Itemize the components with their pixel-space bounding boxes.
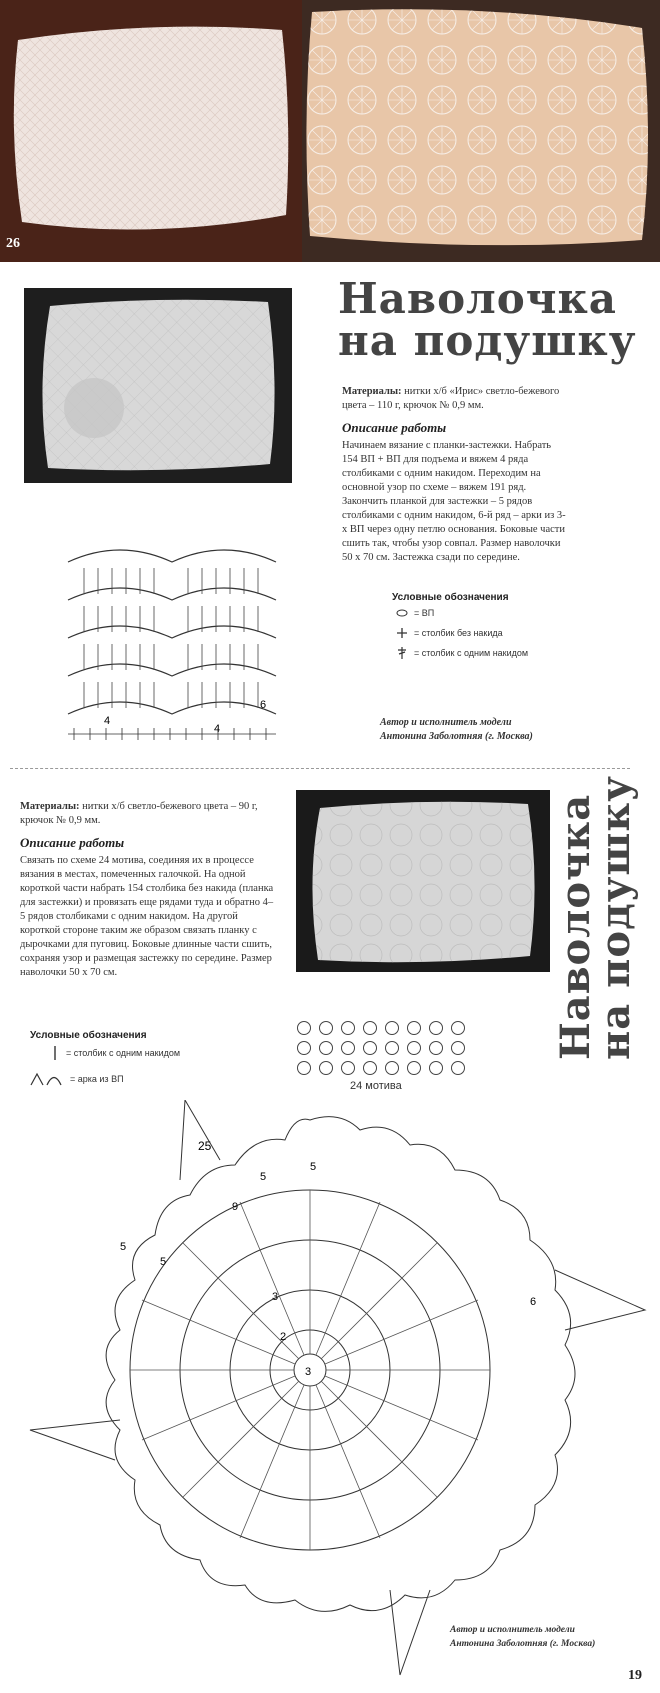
article1-legend-row: [396, 643, 592, 663]
article1-materials-text: нитки х/б «Ирис» светло-бежевого цвета – 110 г, крючок № 0,9 мм.: [342, 386, 560, 411]
article2-author-line2: Антонина Заболотняя (г. Москва): [450, 1639, 596, 1649]
article1-title-line1: Наволочка: [338, 274, 618, 323]
article1-chart-label-6: 6: [260, 699, 267, 711]
page-number-bottom: 19: [628, 1668, 642, 1683]
chain-arch-icon: [30, 1072, 64, 1086]
page-number-top: 26: [6, 236, 20, 251]
article1-photo: [24, 288, 292, 483]
article2-legend-row: [30, 1069, 250, 1089]
double-crochet-icon: [50, 1045, 60, 1061]
section-divider: [10, 768, 630, 769]
pillow-photo-right: [302, 0, 660, 262]
article2-legend: [30, 1030, 250, 1089]
article2-title-line1: Наволочка: [552, 793, 599, 1060]
article2-legend-title: Условные обозначения: [30, 1030, 147, 1041]
article2-photo: [296, 790, 550, 972]
article1-author-line1: Автор и исполнитель модели: [380, 717, 512, 728]
article2-author-line1: Автор и исполнитель модели: [450, 1625, 575, 1635]
article2-work-heading: Описание работы: [20, 835, 125, 850]
article1-title: [338, 274, 637, 365]
article1-chart-label-4b: 4: [214, 723, 221, 735]
article1-chart-label-4a: 4: [104, 715, 111, 727]
article2-materials-label: Материалы:: [20, 801, 80, 812]
article2-work-text: Связать по схеме 24 мотива, соединяя их в процессе вязания в местах, помеченных галочкой. На одной короткой части набрать 154 столбика без накида (планка для застежки) и провязать еще рядами туда и обратно 4–5 рядов столбиками с одним накидом. На другой короткой стороне таким же образом связать планку с дырочками для пуговиц. Боковые длинные части сшить, сохраняя узор и размещая застежку по середине. Размер наволочки 50 х 70 см.: [20, 855, 274, 978]
motif-number-5b: 5: [310, 1161, 317, 1173]
article1-legend: [392, 592, 592, 663]
article1-crochet-chart: [64, 538, 280, 744]
article1-legend-title: Условные обозначения: [392, 592, 509, 603]
motif-number-5a: 5: [260, 1171, 267, 1183]
article2-author: [450, 1623, 595, 1651]
article1-legend-item: = ВП: [414, 608, 435, 618]
motif-number-3b: 3: [305, 1366, 312, 1378]
pillow-image-right: [302, 0, 660, 262]
article2-legend-item: = столбик с одним накидом: [66, 1048, 181, 1058]
article1-title-line2: на подушку: [338, 316, 637, 365]
pillow-image-left: [0, 0, 302, 262]
single-crochet-icon: [396, 627, 408, 639]
motif-number-9: 9: [232, 1201, 239, 1213]
motif-number-6: 6: [530, 1296, 537, 1308]
article1-legend-item: = столбик с одним накидом: [414, 648, 529, 658]
motif-number-5d: 5: [160, 1256, 167, 1268]
article2-legend-item: = арка из ВП: [70, 1074, 124, 1084]
chain-stitch-icon: [396, 608, 408, 618]
article2-legend-row: [50, 1043, 250, 1063]
article1-work-text: Начинаем вязание с планки-застежки. Набрать 154 ВП + ВП для подъема и вяжем 4 ряда столбиками с одним накидом. Переходим на основной узор по схеме – вяжем 191 ряд. Закончить планкой для застежки – 5 рядов столбиками с одним накидом, 6-й ряд – арки из 3-х ВП через одну петлю основания. Боковые части сшить так, чтобы узор совпал. Размер наволочки 50 х 70 см. Застежка сзади по середине.: [342, 440, 566, 563]
article2-materials: [20, 800, 275, 828]
article2-text: [20, 800, 275, 980]
article1-work-heading: Описание работы: [342, 420, 447, 435]
article2-title: [552, 775, 639, 1060]
article1-materials-label: Материалы:: [342, 386, 402, 397]
motif-diagram: [10, 1100, 650, 1680]
article1-legend-row: [396, 603, 592, 623]
article1-text: [342, 385, 567, 565]
motif-number-25: 25: [198, 1139, 212, 1153]
motif-number-2: 2: [280, 1331, 287, 1343]
article1-author-line2: Антонина Заболотняя (г. Москва): [380, 731, 533, 742]
motif-number-5c: 5: [120, 1241, 127, 1253]
article1-legend-item: = столбик без накида: [414, 628, 503, 638]
article1-materials: [342, 385, 567, 413]
motifs-label: 24 мотива: [350, 1080, 402, 1092]
article2-title-line2: на подушку: [592, 775, 639, 1060]
article1-legend-row: [396, 623, 592, 643]
pillow-photo-left: [0, 0, 302, 262]
motif-layout-grid: [296, 1020, 472, 1076]
double-crochet-icon: [396, 646, 408, 660]
motif-number-3a: 3: [272, 1291, 279, 1303]
article1-author: [380, 716, 533, 744]
article2-materials-text: нитки х/б светло-бежевого цвета – 90 г, крючок № 0,9 мм.: [20, 801, 258, 826]
